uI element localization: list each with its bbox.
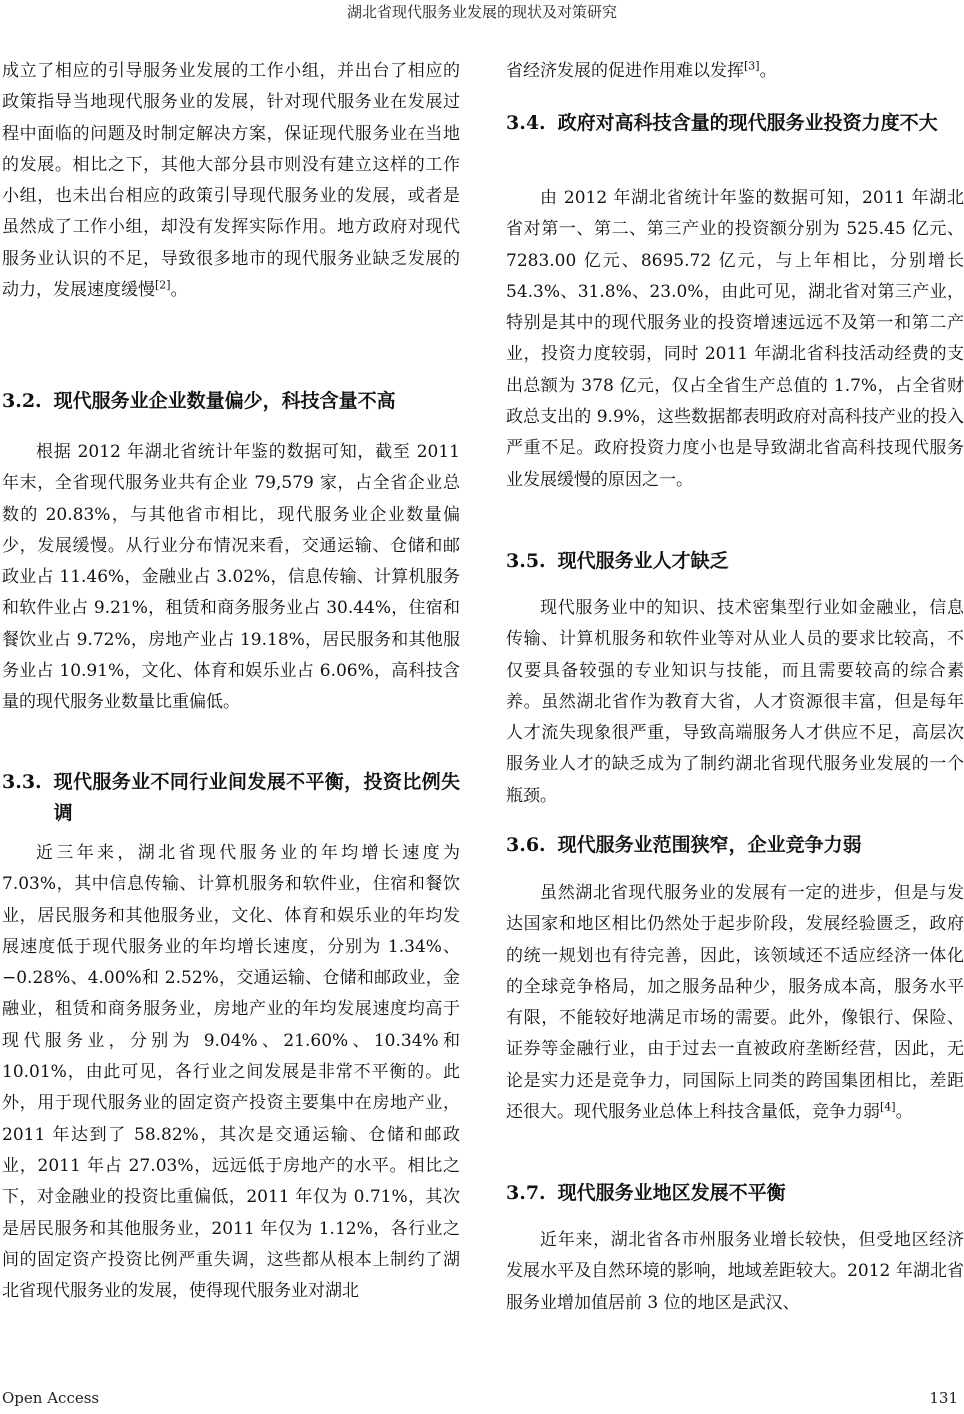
section-number: 3.6. — [506, 834, 546, 856]
paragraph-3-3-continued: 省经济发展的促进作用难以发挥[3]。 — [506, 59, 777, 81]
paragraph-3-1-continued: 成立了相应的引导服务业发展的工作小组，并出台了相应的政策指导当地现代服务业的发展，针对现代服务业在发展过程中面临的问题及时制定解决方案，保证现代服务业在当地的发展。相比之下，其他大部分县市则没有建立这样的工作小组，也未出台相应的政策引导现代服务业的发展，或者是虽然成了工作小组，却没有发挥实际作用。地方政府对现代服务业认识的不足，导致很多地市的现代服务业缺乏发展的动力，发展速度缓慢[2]。 — [2, 61, 460, 301]
section-number: 3.3. — [2, 771, 42, 793]
section-title: 现代服务业企业数量偏少，科技含量不高 — [53, 390, 396, 412]
section-title: 现代服务业不同行业间发展不平衡，投资比例失调 — [53, 771, 460, 824]
paragraph-3-3: 近三年来，湖北省现代服务业的年均增长速度为 7.03%，其中信息传输、计算机服务和软件业，住宿和餐饮业，居民服务和其他服务业，文化、体育和娱乐业的年均发展速度低于现代服务业的年均增长速度，分别为 1.34%、−0.28%、4.00%和 2.52%，交通运输、仓储和邮政业，金融业，租赁和商务服务业，房地产业的年均发展速度均高于现代服务业，分别为 9.04%、21.60%、10.34%和 10.01%，由此可见，各行业之间发展是非常不平衡的。此外，用于现代服务业的固定资产投资主要集中在房地产业，2011 年达到了 58.82%，其次是交通运输、仓储和邮政业，2011 年占 27.03%，远远低于房地产的水平。相比之下，对金融业的投资比重偏低，2011 年仅为 0.71%，其次是居民服务和其他服务业，2011 年仅为 1.12%，各行业之间的固定资产投资比例严重失调，这些都从根本上制约了湖北省现代服务业的发展，使得现代服务业对湖北 — [2, 843, 460, 1302]
page-number: 131 — [929, 1389, 958, 1407]
left-column — [2, 56, 460, 1307]
running-head: 湖北省现代服务业发展的现状及对策研究 — [346, 3, 617, 21]
section-number: 3.5. — [506, 550, 546, 572]
section-heading-3-4 — [506, 108, 964, 168]
section-number: 3.4. — [506, 112, 546, 134]
right-column — [506, 56, 964, 1319]
section-heading-3-3 — [2, 767, 460, 827]
section-heading-3-5 — [506, 546, 964, 578]
paragraph-text: 成立了相应的引导服务业发展的工作小组，并出台了相应的政策指导当地现代服务业的发展，针对现代服务业在发展过程中面临的问题及时制定解决方案，保证现代服务业在当地的发展。相比之下，其他大部分县市则没有建立这样的工作小组，也未出台相应的政策引导现代服务业的发展，或者是虽然成了工作小组，却没有发挥实际作用。地方政府对现代服务业认识的不足，导致很多地市的现代服务业缺乏发展的动力，发展速度缓慢 — [2, 61, 460, 301]
section-heading-3-7 — [506, 1178, 964, 1210]
journal-name: Open Access — [2, 1389, 100, 1407]
paragraph-3-7: 近年来，湖北省各市州服务业增长较快，但受地区经济发展水平及自然环境的影响，地域差距较大。2012 年湖北省服务业增加值居前 3 位的地区是武汉、 — [506, 1230, 964, 1313]
page-footer — [0, 1386, 964, 1410]
paragraph-3-5: 现代服务业中的知识、技术密集型行业如金融业，信息传输、计算机服务和软件业等对从业人员的要求比较高，不仅要具备较强的专业知识与技能，而且需要较高的综合素养。虽然湖北省作为教育大省，人才资源很丰富，但是每年人才流失现象很严重，导致高端服务人才供应不足，高层次服务业人才的缺乏成为了制约湖北省现代服务业发展的一个瓶颈。 — [506, 598, 964, 806]
section-number: 3.7. — [506, 1182, 546, 1204]
section-title: 政府对高科技含量的现代服务业投资力度不大 — [557, 112, 938, 134]
paragraph-3-2: 根据 2012 年湖北省统计年鉴的数据可知，截至 2011 年末，全省现代服务业共有企业 79,579 家，占全省企业总数的 20.83%，与其他省市相比，现代服务业企业数量偏少，发展缓慢。从行业分布情况来看，交通运输、仓储和邮政业占 11.46%，金融业占 3.02%，信息传输、计算机服务和软件业占 9.21%，租赁和商务服务业占 30.44%，住宿和餐饮业占 9.72%，房地产业占 19.18%，居民服务和其他服务业占 10.91%，文化、体育和娱乐业占 6.06%，高科技含量的现代服务业数量比重偏低。 — [2, 442, 460, 713]
section-heading-3-2 — [2, 386, 460, 426]
section-title: 现代服务业地区发展不平衡 — [557, 1182, 786, 1204]
citation-2: [2] — [155, 278, 171, 292]
paragraph-3-6: 虽然湖北省现代服务业的发展有一定的进步，但是与发达国家和地区相比仍然处于起步阶段，发展经验匮乏，政府的统一规划也有待完善，因此，该领域还不适应经济一体化的全球竞争格局，加之服务品种少，服务成本高，服务水平有限，不能较好地满足市场的需要。此外，像银行、保险、证券等金融行业，由于过去一直被政府垄断经营，因此，无论是实力还是竞争力，同国际上同类的跨国集团相比，差距还很大。现代服务业总体上科技含量低，竞争力弱[4]。 — [506, 883, 964, 1123]
citation-4: [4] — [880, 1100, 896, 1114]
paragraph-3-4: 由 2012 年湖北省统计年鉴的数据可知，2011 年湖北省对第一、第二、第三产业的投资额分别为 525.45 亿元、7283.00 亿元、8695.72 亿元，与上年相比，分别增长 54.3%、31.8%、23.0%，由此可见，湖北省对第三产业，特别是其中的现代服务业的投资增速远远不及第一和第二产业，投资力度较弱，同时 2011 年湖北省科技活动经费的支出总额为 378 亿元，仅占全省生产总值的 1.7%，占全省财政总支出的 9.9%，这些数据都表明政府对高科技产业的投入严重不足。政府投资力度小也是导致湖北省高科技现代服务业发展缓慢的原因之一。 — [506, 188, 964, 490]
citation-3: [3] — [744, 59, 760, 73]
section-title: 现代服务业范围狭窄，企业竞争力弱 — [557, 834, 862, 856]
section-title: 现代服务业人才缺乏 — [557, 550, 729, 572]
section-number: 3.2. — [2, 390, 42, 412]
section-heading-3-6 — [506, 830, 964, 862]
